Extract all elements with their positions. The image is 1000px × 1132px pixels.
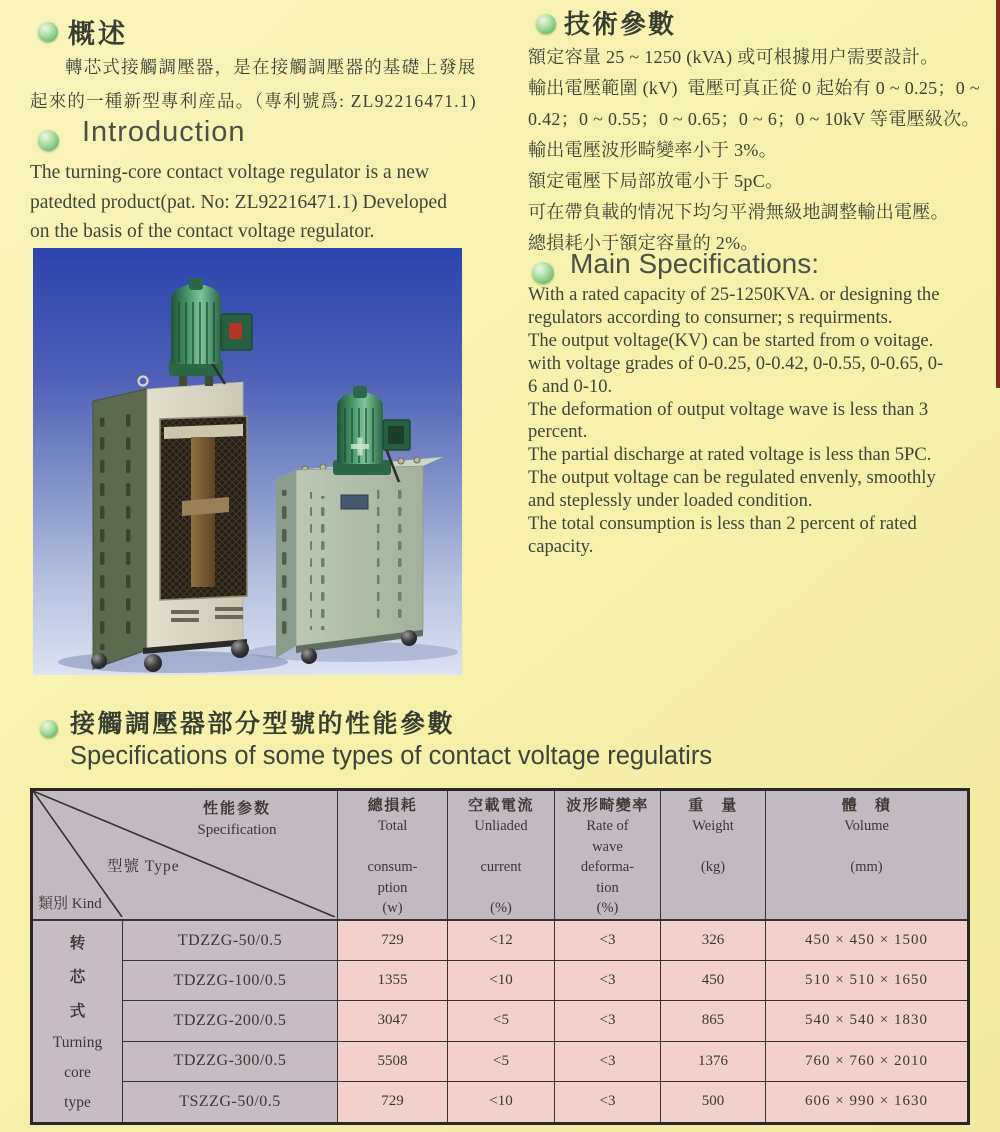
data-cell: 510 × 510 × 1650 xyxy=(766,961,967,1001)
header-line xyxy=(338,837,447,857)
header-line: deforma- xyxy=(580,859,635,876)
data-cell: <3 xyxy=(555,961,661,1001)
data-cell: 5508 xyxy=(338,1042,448,1082)
main-specs-bullet-icon xyxy=(532,262,554,284)
data-cell: 729 xyxy=(338,1082,448,1122)
col-header-wave-deformation xyxy=(555,791,661,921)
header-line: (mm) xyxy=(850,859,883,876)
introduction-paragraph xyxy=(30,158,495,247)
col-header-unloaded-current xyxy=(448,791,555,921)
introduction-text-line: The turning-core contact voltage regulator is a new xyxy=(30,162,430,183)
data-cell: 326 xyxy=(661,921,766,961)
tech-params-text-line: 總損耗小于額定容量的 2%。 xyxy=(528,233,759,253)
data-cell: 450 × 450 × 1500 xyxy=(766,921,967,961)
main-specs-text-line: capacity. xyxy=(528,535,594,557)
header-line: Unliaded xyxy=(474,818,528,835)
tech-params-bullet-icon xyxy=(536,14,556,34)
caster-wheel xyxy=(91,653,107,669)
main-specs-text-line: The deformation of output voltage wave is less than 3 xyxy=(528,398,929,420)
kind-line: type xyxy=(64,1093,91,1111)
motor-cross-mark xyxy=(358,438,363,456)
corner-spec-label xyxy=(151,799,323,841)
col-header-weight xyxy=(661,791,766,921)
tech-params-text-line: 0.42；0 ~ 0.55；0 ~ 0.65；0 ~ 6；0 ~ 10kV 等電壓級次。 xyxy=(528,109,980,129)
introduction-bullet-icon xyxy=(38,130,59,151)
overview-title: 概述 xyxy=(68,19,128,49)
tech-params-text-line: 輸出電壓範圍 (kV) 電壓可真正從 0 起始有 0 ~ 0.25；0 ~ xyxy=(528,78,980,98)
main-specs-text-line: The output voltage can be regulated envenly, smoothly xyxy=(528,467,936,489)
type-cell: TDZZG-300/0.5 xyxy=(123,1042,338,1082)
col-header-total-consumption xyxy=(338,791,448,921)
caster-wheel xyxy=(401,630,417,646)
junction-box-panel xyxy=(388,426,404,444)
main-specs-text-line: The total consumption is less than 2 percent of rated xyxy=(528,513,917,535)
kind-line: 芯 xyxy=(69,969,86,987)
type-cell: TDZZG-200/0.5 xyxy=(123,1001,338,1041)
header-line: 重 量 xyxy=(688,798,738,814)
overview-bullet-icon xyxy=(38,22,58,42)
overview-text-line: 轉芯式接觸調壓器，是在接觸調壓器的基礎上發展 xyxy=(65,57,477,77)
data-cell: <10 xyxy=(448,961,555,1001)
corner-type-label: 型號 Type xyxy=(107,858,180,875)
header-line: 總損耗 xyxy=(367,798,418,814)
header-line xyxy=(448,878,554,898)
left-side-vent-slots xyxy=(125,412,138,644)
header-line: (kg) xyxy=(700,859,726,876)
data-cell: 729 xyxy=(338,921,448,961)
main-specs-text-line: and steplessly under loaded condition. xyxy=(528,490,813,512)
header-line: 空載電流 xyxy=(467,798,534,814)
type-cell: TSZZG-50/0.5 xyxy=(123,1082,338,1122)
junction-box-label xyxy=(229,323,242,339)
data-cell: <3 xyxy=(555,1082,661,1122)
kind-line: 转 xyxy=(69,935,86,952)
motor-cap xyxy=(353,386,367,398)
introduction-title: Introduction xyxy=(82,116,246,148)
data-cell: <5 xyxy=(448,1001,555,1041)
main-specs-text-line: The output voltage(KV) can be started from o voitage. xyxy=(528,329,934,351)
header-line: ption xyxy=(377,879,408,896)
tech-params-text-line: 輸出電壓波形畸變率小于 3%。 xyxy=(528,140,777,160)
perf-section-bullet-icon xyxy=(40,720,58,738)
data-cell: 500 xyxy=(661,1082,766,1122)
corner-spec-zh: 性能参数 xyxy=(202,801,271,817)
product-photo xyxy=(33,248,462,675)
main-specs-paragraph xyxy=(528,284,1000,559)
data-cell: 1376 xyxy=(661,1042,766,1082)
kind-line: 式 xyxy=(69,1003,86,1021)
header-line: consum- xyxy=(367,859,418,876)
header-line xyxy=(661,837,765,857)
tech-params-title: 技術參數 xyxy=(564,9,677,39)
header-line: (%) xyxy=(490,900,512,916)
header-line: (%) xyxy=(596,900,619,917)
data-cell: 760 × 760 × 2010 xyxy=(766,1042,967,1082)
data-cell: <10 xyxy=(448,1082,555,1122)
type-cell: TDZZG-50/0.5 xyxy=(123,921,338,961)
introduction-text-line: patedted product(pat. No: ZL92216471.1) Developed xyxy=(30,191,447,213)
data-cell: <3 xyxy=(555,1001,661,1041)
left-side-vent-slots xyxy=(99,418,112,650)
data-cell: <12 xyxy=(448,921,555,961)
perf-section-title-zh: 接觸調壓器部分型號的性能參數 xyxy=(70,710,456,738)
introduction-text-line: on the basis of the contact voltage regulator. xyxy=(30,221,375,242)
kind-cell-turning-core-type xyxy=(33,921,123,1122)
header-line xyxy=(766,837,967,857)
main-specs-title: Main Specifications: xyxy=(570,248,820,279)
overview-text-line: 起來的一種新型專利産品。（專利號爲: ZL92216471.1) xyxy=(30,91,477,111)
tech-params-text-line: 額定容量 25 ~ 1250 (kVA) 或可根據用户需要設計。 xyxy=(528,47,939,67)
data-cell: 3047 xyxy=(338,1001,448,1041)
header-line: (w) xyxy=(382,900,403,917)
main-specs-text-line: with voltage grades of 0-0.25, 0-0.42, 0-0.55, 0-0.65, 0- xyxy=(528,352,944,374)
tech-params-text-line: 可在帶負載的情况下均匀平滑無級地調整輸出電壓。 xyxy=(528,202,949,222)
perf-section-title-en: Specifications of some types of contact voltage regulatirs xyxy=(70,742,713,770)
nameplate xyxy=(341,495,368,509)
main-specs-text-line: percent. xyxy=(528,421,588,443)
caster-wheel xyxy=(231,640,249,658)
data-cell: 1355 xyxy=(338,961,448,1001)
data-cell: <5 xyxy=(448,1042,555,1082)
caster-wheel xyxy=(301,648,317,664)
data-cell: 450 xyxy=(661,961,766,1001)
header-line xyxy=(448,837,554,857)
table-corner-header xyxy=(33,791,338,921)
data-cell: 865 xyxy=(661,1001,766,1041)
header-line: Weight xyxy=(692,818,734,835)
main-specs-text-line: 6 and 0-10. xyxy=(528,375,613,397)
kind-line: core xyxy=(64,1063,91,1081)
header-line: tion xyxy=(596,879,619,896)
motor-cap xyxy=(189,278,203,290)
caster-wheel xyxy=(144,654,162,672)
kind-line: Turning xyxy=(52,1033,103,1051)
mount-bolt xyxy=(179,376,187,386)
header-line: current xyxy=(480,859,522,876)
data-cell: <3 xyxy=(555,1042,661,1082)
corner-spec-en: Specification xyxy=(197,822,277,838)
scan-edge-mark xyxy=(996,0,1000,388)
corner-kind-label: 類別 Kind xyxy=(38,896,102,912)
tech-params-paragraph xyxy=(528,42,1000,259)
main-specs-text-line: The partial discharge at rated voltage is less than 5PC. xyxy=(528,444,932,466)
data-cell: <3 xyxy=(555,921,661,961)
col-header-volume xyxy=(766,791,967,921)
type-cell: TDZZG-100/0.5 xyxy=(123,961,338,1001)
overview-paragraph xyxy=(30,50,485,118)
header-line: 體 積 xyxy=(841,798,892,814)
header-line: Volume xyxy=(844,818,889,835)
header-line: wave xyxy=(592,838,623,855)
main-specs-text-line: regulators according to consurner; s requirments. xyxy=(528,306,893,328)
tech-params-text-line: 額定電壓下局部放電小于 5pC。 xyxy=(528,171,784,191)
header-line: Total xyxy=(377,818,408,835)
main-specs-text-line: With a rated capacity of 25-1250KVA. or designing the xyxy=(528,284,940,305)
data-cell: 540 × 540 × 1830 xyxy=(766,1001,967,1041)
header-line: Rate of xyxy=(586,818,629,835)
side-vent-slots xyxy=(280,490,289,638)
spec-table xyxy=(30,788,970,1125)
data-cell: 606 × 990 × 1630 xyxy=(766,1082,967,1122)
header-line: 波形畸變率 xyxy=(566,798,649,814)
mount-bolt xyxy=(205,376,213,386)
